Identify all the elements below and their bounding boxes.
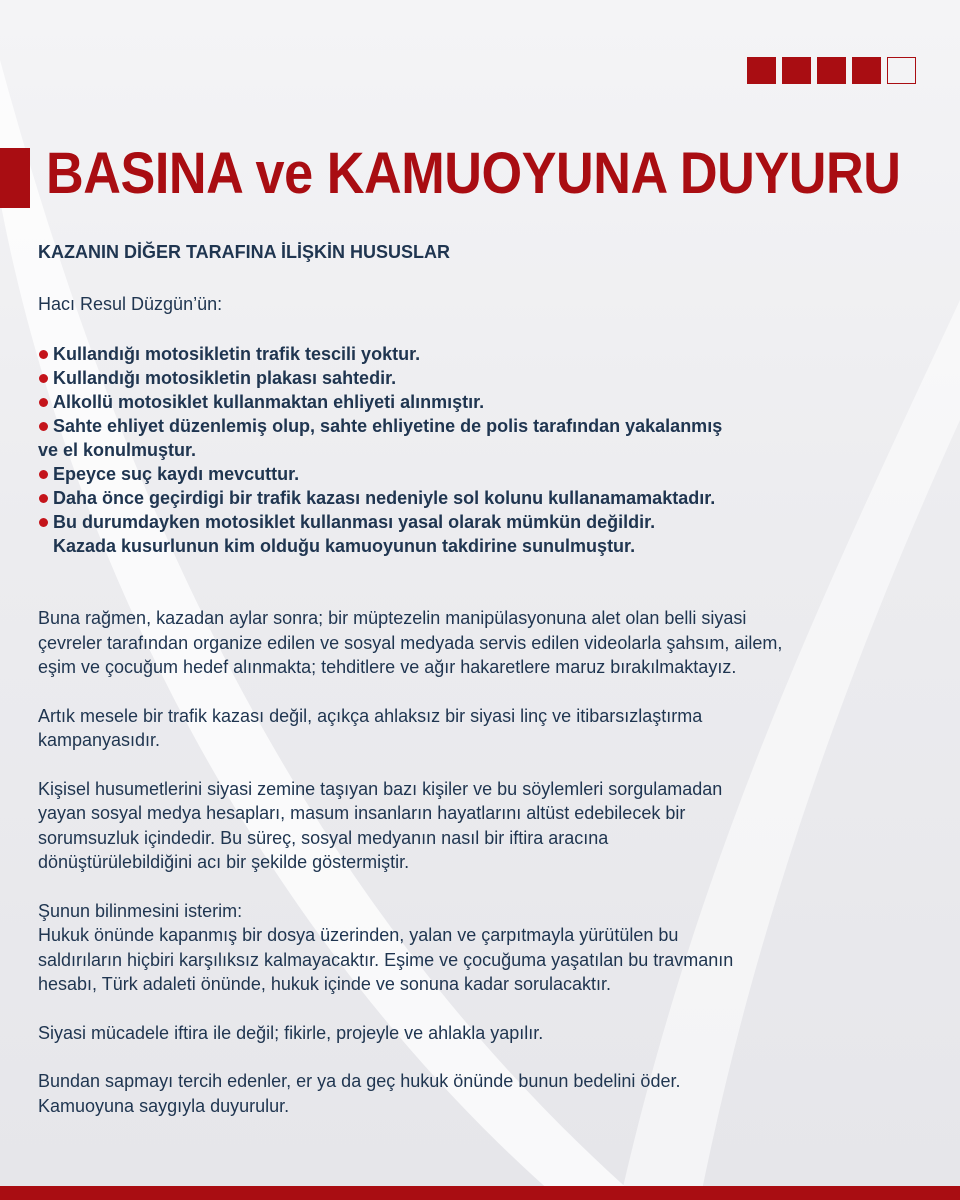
square-outline: [887, 57, 916, 84]
list-item-continuation: ve el konulmuştur.: [38, 440, 197, 460]
paragraph-line: Bundan sapmayı tercih edenler, er ya da geç hukuk önünde bunun bedelini öder.: [38, 1071, 681, 1091]
paragraph-line: Kamuoyuna saygıyla duyurulur.: [38, 1095, 290, 1116]
list-item-text: Kullandığı motosikletin trafik tescili yoktur.: [53, 344, 421, 364]
list-item: [38, 342, 918, 366]
paragraph-line: dönüştürülebildiğini acı bir şekilde göstermiştir.: [38, 852, 410, 872]
page-title: BASINA ve KAMUOYUNA DUYURU: [46, 141, 901, 206]
list-item: [38, 390, 918, 414]
list-item-text: Sahte ehliyet düzenlemiş olup, sahte ehliyetine de polis tarafından yakalanmış: [53, 416, 723, 436]
paragraph: [38, 777, 918, 875]
bullet-dot-icon: [39, 350, 48, 359]
paragraph-line: Artık mesele bir trafik kazası değil, açıkça ahlaksız bir siyasi linç ve itibarsızlaştırma: [38, 705, 703, 726]
paragraph-line: Siyasi mücadele iftira ile değil; fikirle, projeyle ve ahlakla yapılır.: [38, 1022, 544, 1043]
square-filled: [817, 57, 846, 84]
list-item: [38, 486, 918, 510]
list-item: [38, 366, 918, 390]
list-item: [38, 462, 918, 486]
paragraph: [38, 704, 918, 753]
list-item-text: Alkollü motosiklet kullanmaktan ehliyeti alınmıştır.: [53, 392, 485, 412]
paragraphs: [38, 606, 918, 1118]
bullet-dot-icon: [39, 494, 48, 503]
paragraph-line: eşim ve çocuğum hedef alınmakta; tehditlere ve ağır hakaretlere maruz bırakılmaktayız.: [38, 657, 737, 677]
paragraph-line: Kişisel husumetlerini siyasi zemine taşıyan bazı kişiler ve bu söylemleri sorgulamadan: [38, 778, 723, 799]
paragraph-line: hesabı, Türk adaleti önünde, hukuk içinde ve sonuna kadar sorulacaktır.: [38, 974, 612, 994]
bullet-dot-icon: [39, 398, 48, 407]
square-filled: [852, 57, 881, 84]
paragraph-line: kampanyasıdır.: [38, 730, 161, 750]
paragraph: [38, 1069, 918, 1118]
paragraph: [38, 899, 918, 997]
list-item: [38, 414, 918, 462]
paragraph-line: yayan sosyal medya hesapları, masum insanların hayatlarını altüst edebilecek bir: [38, 803, 686, 823]
paragraph-line: Buna rağmen, kazadan aylar sonra; bir müptezelin manipülasyonuna alet olan belli siyasi: [38, 608, 747, 628]
intro-line: Hacı Resul Düzgün’ün:: [38, 294, 223, 314]
paragraph-line: çevreler tarafından organize edilen ve sosyal medyada servis edilen videolarla şahsım, ailem,: [38, 632, 783, 653]
square-filled: [747, 57, 776, 84]
list-item-text: Kullandığı motosikletin plakası sahtedir.: [53, 368, 397, 388]
bullet-list: [38, 342, 918, 558]
paragraph-line: sorumsuzluk içindedir. Bu süreç, sosyal medyanın nasıl bir iftira aracına: [38, 827, 609, 848]
document-body: [38, 240, 918, 1142]
bullet-dot-icon: [39, 518, 48, 527]
list-item-text: Daha önce geçirdigi bir trafik kazası nedeniyle sol kolunu kullanamamaktadır.: [53, 488, 716, 508]
square-filled: [782, 57, 811, 84]
decorative-squares: [747, 57, 916, 84]
paragraph: [38, 1021, 918, 1046]
subheading: KAZANIN DİĞER TARAFINA İLİŞKİN HUSUSLAR: [38, 242, 450, 262]
title-accent-bar: [0, 148, 30, 208]
paragraph: [38, 606, 918, 680]
paragraph-line: saldırıların hiçbiri karşılıksız kalmayacaktır. Eşime ve çocuğuma yaşatılan bu travmanın: [38, 949, 734, 970]
bottom-accent-bar: [0, 1186, 960, 1200]
paragraph-line: Hukuk önünde kapanmış bir dosya üzerinden, yalan ve çarpıtmayla yürütülen bu: [38, 925, 679, 945]
list-item-continuation: Kazada kusurlunun kim olduğu kamuoyunun takdirine sunulmuştur.: [53, 536, 636, 556]
paragraph-line: Şunun bilinmesini isterim:: [38, 900, 243, 921]
bullet-dot-icon: [39, 422, 48, 431]
bullet-dot-icon: [39, 470, 48, 479]
list-item-text: Bu durumdayken motosiklet kullanması yasal olarak mümkün değildir.: [53, 512, 656, 532]
list-item: [38, 510, 918, 558]
list-item-text: Epeyce suç kaydı mevcuttur.: [53, 464, 300, 484]
bullet-dot-icon: [39, 374, 48, 383]
